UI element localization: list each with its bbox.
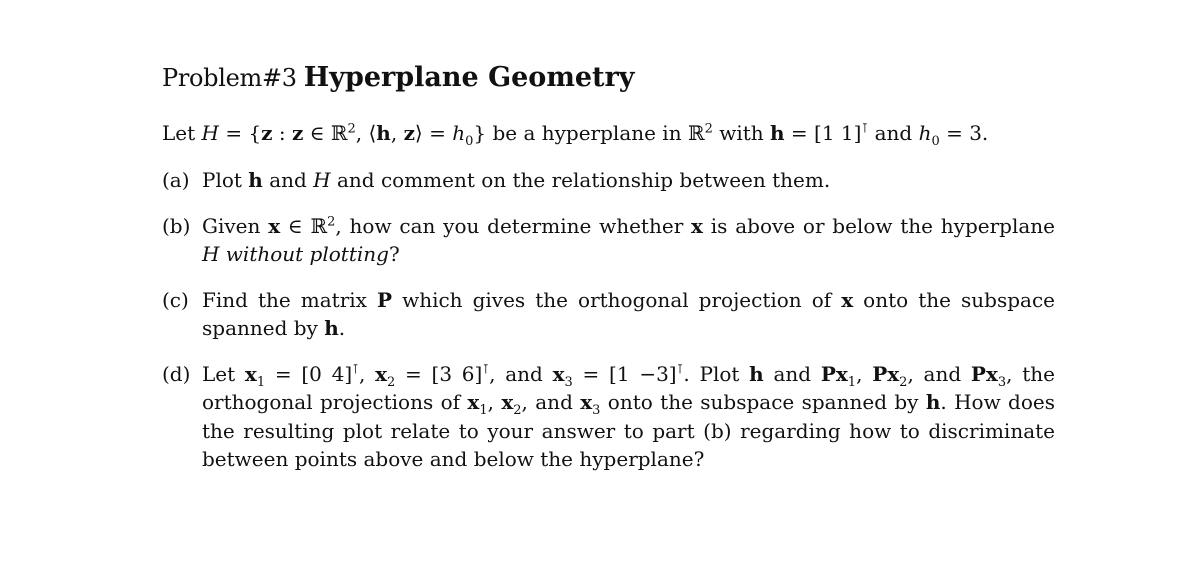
part-c xyxy=(162,286,1055,343)
math-vector: x xyxy=(501,390,514,414)
math-symbol: H xyxy=(202,242,220,266)
part-a xyxy=(162,166,1055,195)
subscript: 2 xyxy=(387,374,396,390)
text-run: , xyxy=(390,121,404,145)
math-product: Px xyxy=(970,361,998,386)
math-vector: x xyxy=(841,287,854,312)
text-run: and xyxy=(763,361,821,386)
text-run: and comment on the relationship between them. xyxy=(330,168,831,192)
text-run: ∈ ℝ xyxy=(303,121,348,145)
math-product: Px xyxy=(820,361,848,386)
math-vector: x xyxy=(691,213,703,238)
superscript: ⊺ xyxy=(352,361,359,377)
math-vector: x xyxy=(580,390,593,414)
math-vector: h xyxy=(749,361,764,386)
math-symbol: h xyxy=(918,121,932,145)
subscript: 2 xyxy=(899,374,908,390)
text-run: ∈ ℝ xyxy=(280,213,328,238)
matrix-literal: = [1 1] xyxy=(784,121,862,145)
text-run: , how can you determine whether xyxy=(335,213,692,238)
subscript: 0 xyxy=(465,134,474,149)
part-label: (a) xyxy=(162,168,190,192)
subscript: 3 xyxy=(592,403,601,418)
math-vector: x xyxy=(375,361,387,386)
text-run: . How does the resulting plot relate to your answer to part (b) regarding how to discriminate between points above and below the hyperplane? xyxy=(202,390,1055,471)
text-run: and xyxy=(262,168,314,192)
text-run: Find the matrix xyxy=(202,287,377,312)
text-run: , xyxy=(487,390,502,414)
text-run: , the orthogonal projections of xyxy=(202,361,1056,414)
superscript: ⊺ xyxy=(482,361,490,377)
math-symbol: H xyxy=(313,168,331,192)
text-run: onto the subspace spanned by xyxy=(600,390,926,414)
text-run: , xyxy=(358,361,376,386)
math-vector: z xyxy=(403,121,415,145)
problem-number: Problem#3 xyxy=(162,64,297,92)
part-text xyxy=(202,212,1055,269)
math-vector: h xyxy=(770,121,785,145)
matrix-literal: = [3 6] xyxy=(395,361,483,386)
problem-title xyxy=(162,62,1055,102)
problem-page xyxy=(162,62,1055,474)
part-label: (d) xyxy=(162,361,191,386)
math-symbol: H xyxy=(201,121,219,145)
math-vector: h xyxy=(324,316,339,340)
part-text xyxy=(202,166,1055,195)
part-label: (b) xyxy=(162,213,191,238)
text-run: , and xyxy=(489,361,553,386)
math-vector: z xyxy=(291,121,304,145)
subscript: 3 xyxy=(564,374,573,390)
text-run: , xyxy=(856,361,873,386)
subscript: 1 xyxy=(847,374,857,390)
text-run: Let xyxy=(202,361,245,386)
part-label: (c) xyxy=(162,287,189,312)
subscript: 2 xyxy=(513,403,522,418)
text-run: with xyxy=(712,121,771,145)
math-vector: x xyxy=(268,213,281,238)
math-matrix: P xyxy=(377,287,393,312)
math-product: Px xyxy=(872,361,900,386)
matrix-literal: = [1 −3] xyxy=(572,361,677,386)
math-vector: h xyxy=(925,390,941,414)
matrix-literal: = [0 4] xyxy=(265,361,353,386)
math-vector: h xyxy=(376,121,391,145)
text-run: : xyxy=(272,121,292,145)
text-run: , and xyxy=(907,361,971,386)
text-run: , and xyxy=(521,390,581,414)
text-run: } be a hyperplane in ℝ xyxy=(473,121,705,145)
superscript: 2 xyxy=(347,121,356,137)
text-run: ? xyxy=(388,242,400,266)
subscript: 1 xyxy=(256,374,266,390)
text-run: ⟩ = xyxy=(414,121,453,145)
math-vector: x xyxy=(244,361,257,386)
part-d xyxy=(162,360,1055,474)
text-run: , ⟨ xyxy=(355,121,377,145)
text-run: Let xyxy=(162,121,202,145)
superscript: 2 xyxy=(327,213,336,229)
text-run: = 3. xyxy=(939,121,989,145)
subscript: 3 xyxy=(997,374,1007,390)
subscript: 1 xyxy=(479,403,488,418)
superscript: ⊺ xyxy=(676,361,684,377)
part-text xyxy=(202,286,1055,343)
part-b xyxy=(162,212,1055,269)
superscript: 2 xyxy=(704,121,713,137)
text-run: Given xyxy=(202,213,269,238)
text-run: which gives the orthogonal projection of xyxy=(392,287,842,312)
text-run: . xyxy=(338,316,346,340)
subscript: 0 xyxy=(931,134,940,149)
emphasis-text: without plotting xyxy=(219,242,389,266)
math-symbol: h xyxy=(452,121,466,145)
text-run: . Plot xyxy=(683,361,750,386)
text-run: onto the subspace spanned by xyxy=(202,287,1055,340)
math-vector: h xyxy=(248,168,263,192)
problem-heading: Hyperplane Geometry xyxy=(303,62,635,93)
math-vector: z xyxy=(261,121,273,145)
part-text xyxy=(202,360,1055,474)
math-vector: x xyxy=(552,361,565,386)
text-run: Plot xyxy=(202,168,249,192)
problem-statement xyxy=(162,119,1055,148)
text-run: is above or below the hyperplane xyxy=(702,213,1056,238)
text-run: = { xyxy=(218,121,262,145)
superscript: ⊺ xyxy=(861,121,869,137)
math-vector: x xyxy=(467,390,480,414)
text-run: and xyxy=(868,121,919,145)
